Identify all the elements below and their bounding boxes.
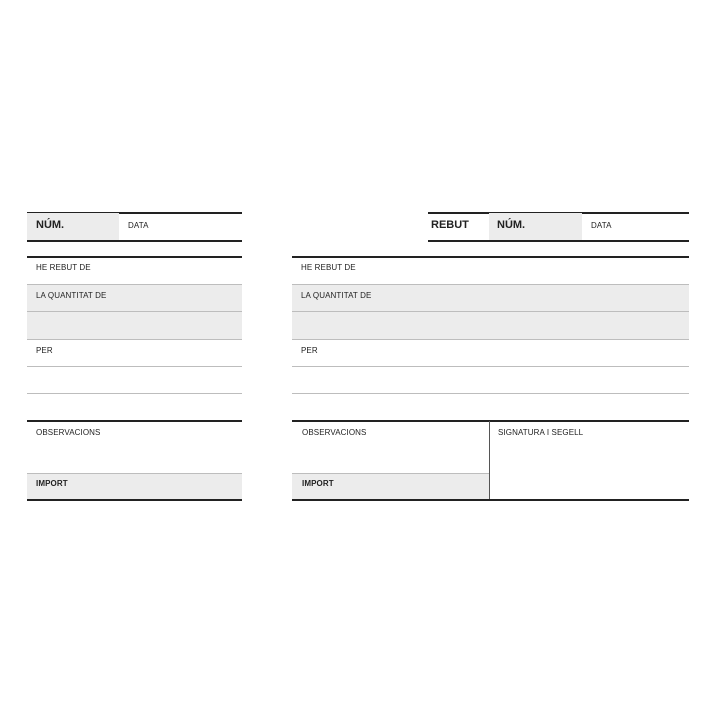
receipt-row-rule <box>292 311 689 312</box>
stub-import-label: IMPORT <box>36 479 68 488</box>
stub-amount-label: LA QUANTITAT DE <box>36 291 107 300</box>
receipt-remarks-field[interactable] <box>292 421 489 473</box>
stub-header-bottom-rule <box>27 240 242 242</box>
stub-num-label: NÚM. <box>36 219 65 231</box>
stub-for-field[interactable] <box>27 340 242 394</box>
receipt-for-label: PER <box>301 346 318 355</box>
stub-row-rule <box>27 366 242 367</box>
stub-row-rule <box>27 311 242 312</box>
stub-date-field[interactable] <box>150 213 242 240</box>
receipt-amount-label: LA QUANTITAT DE <box>301 291 372 300</box>
stub-received-from-label: HE REBUT DE <box>36 263 91 272</box>
receipt-row-rule <box>292 366 689 367</box>
stub-row-rule <box>27 393 242 394</box>
receipt-received-from-field[interactable] <box>292 257 689 284</box>
receipt-bottom-rule <box>292 499 689 501</box>
stub-remarks-label: OBSERVACIONS <box>36 428 101 437</box>
stub-bottom-rule <box>27 499 242 501</box>
stub-received-from-field[interactable] <box>27 257 242 284</box>
receipt-header-bottom-rule <box>428 240 689 242</box>
receipt-for-field[interactable] <box>292 340 689 394</box>
receipt-date-label: DATA <box>591 221 612 230</box>
receipt-received-from-label: HE REBUT DE <box>301 263 356 272</box>
stub-remarks-field[interactable] <box>27 421 242 473</box>
receipt-date-field[interactable] <box>612 213 689 240</box>
stub-date-label: DATA <box>128 221 149 230</box>
receipt-row-rule <box>292 393 689 394</box>
receipt-signature-field[interactable] <box>490 421 689 499</box>
receipt-title: REBUT <box>431 219 469 231</box>
receipt-num-label: NÚM. <box>497 219 526 231</box>
receipt-remarks-label: OBSERVACIONS <box>302 428 367 437</box>
stub-for-label: PER <box>36 346 53 355</box>
receipt-import-label: IMPORT <box>302 479 334 488</box>
receipt-signature-label: SIGNATURA I SEGELL <box>498 428 584 437</box>
